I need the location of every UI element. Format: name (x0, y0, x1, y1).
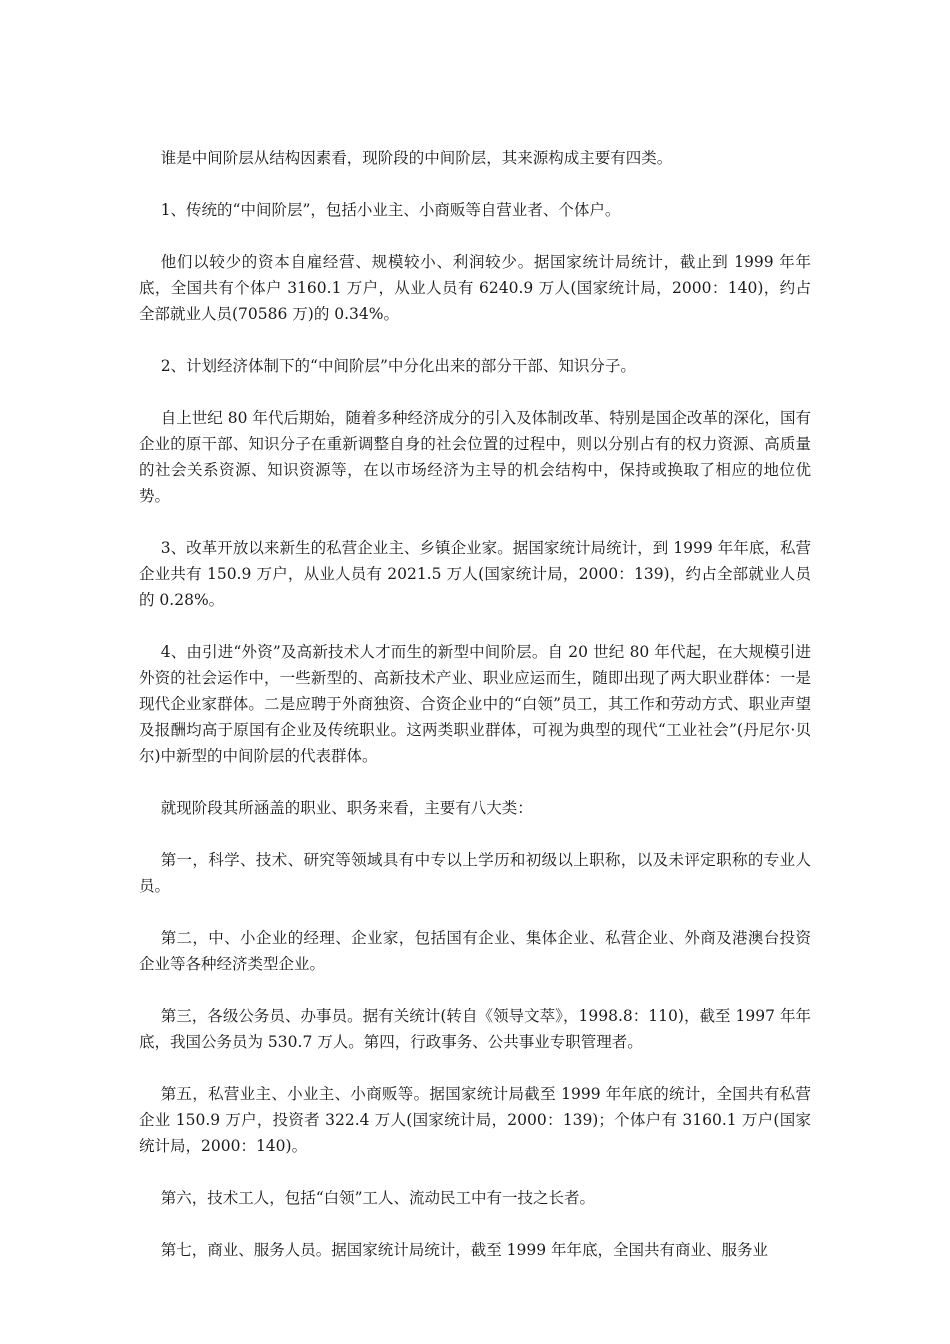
paragraph-category-2-heading: 2、计划经济体制下的“中间阶层”中分化出来的部分干部、知识分子。 (160, 357, 636, 375)
paragraph-occupation-5: 第五，私营业主、小业主、小商贩等。据国家统计局截至 1999 年年底的统计，全国共有私营企业 150.9 万户，投资者 322.4 万人(国家统计局，2000：139)；个体户有 3160.1 万户(国家统计局，2000：140)。 (139, 1085, 811, 1155)
paragraph-intro: 谁是中间阶层从结构因素看，现阶段的中间阶层，其来源构成主要有四类。 (160, 149, 673, 167)
document-body (139, 145, 811, 1289)
paragraph-category-1-body: 他们以较少的资本自雇经营、规模较小、利润较少。据国家统计局统计，截止到 1999 年年底，全国共有个体户 3160.1 万户，从业人员有 6240.9 万人(国家统计局，2000：140)，约占全部就业人员(70586 万)的 0.34%。 (139, 253, 811, 323)
paragraph-category-1-heading: 1、传统的“中间阶层”，包括小业主、小商贩等自营业者、个体户。 (160, 201, 621, 219)
paragraph-category-3: 3、改革开放以来新生的私营企业主、乡镇企业家。据国家统计局统计，到 1999 年年底，私营企业共有 150.9 万户，从业人员有 2021.5 万人(国家统计局，2000：139)，约占全部就业人员的 0.28%。 (139, 539, 811, 609)
paragraph-occupation-6: 第六，技术工人，包括“白领”工人、流动民工中有一技之长者。 (160, 1189, 596, 1207)
paragraph-occupation-2: 第二，中、小企业的经理、企业家，包括国有企业、集体企业、私营企业、外商及港澳台投资企业等各种经济类型企业。 (139, 929, 811, 973)
paragraph-occupation-3-4: 第三，各级公务员、办事员。据有关统计(转自《领导文萃》，1998.8：110)，截至 1997 年年底，我国公务员为 530.7 万人。第四，行政事务、公共事业专职管理者。 (139, 1007, 811, 1051)
paragraph-category-4: 4、由引进“外资”及高新技术人才而生的新型中间阶层。自 20 世纪 80 年代起，在大规模引进外资的社会运作中，一些新型的、高新技术产业、职业应运而生，随即出现了两大职业群体：一是现代企业家群体。二是应聘于外商独资、合资企业中的“白领”员工，其工作和劳动方式、职业声望及报酬均高于原国有企业及传统职业。这两类职业群体，可视为典型的现代“工业社会”(丹尼尔·贝尔)中新型的中间阶层的代表群体。 (139, 643, 811, 765)
paragraph-occupations-intro: 就现阶段其所涵盖的职业、职务来看，主要有八大类： (160, 799, 533, 817)
paragraph-occupation-1: 第一，科学、技术、研究等领域具有中专以上学历和初级以上职称，以及未评定职称的专业人员。 (139, 851, 811, 895)
paragraph-occupation-7: 第七，商业、服务人员。据国家统计局统计，截至 1999 年年底，全国共有商业、服务业 (160, 1241, 768, 1259)
paragraph-category-2-body: 自上世纪 80 年代后期始，随着多种经济成分的引入及体制改革、特别是国企改革的深化，国有企业的原干部、知识分子在重新调整自身的社会位置的过程中，则以分别占有的权力资源、高质量的社会关系资源、知识资源等，在以市场经济为主导的机会结构中，保持或换取了相应的地位优势。 (139, 409, 811, 505)
